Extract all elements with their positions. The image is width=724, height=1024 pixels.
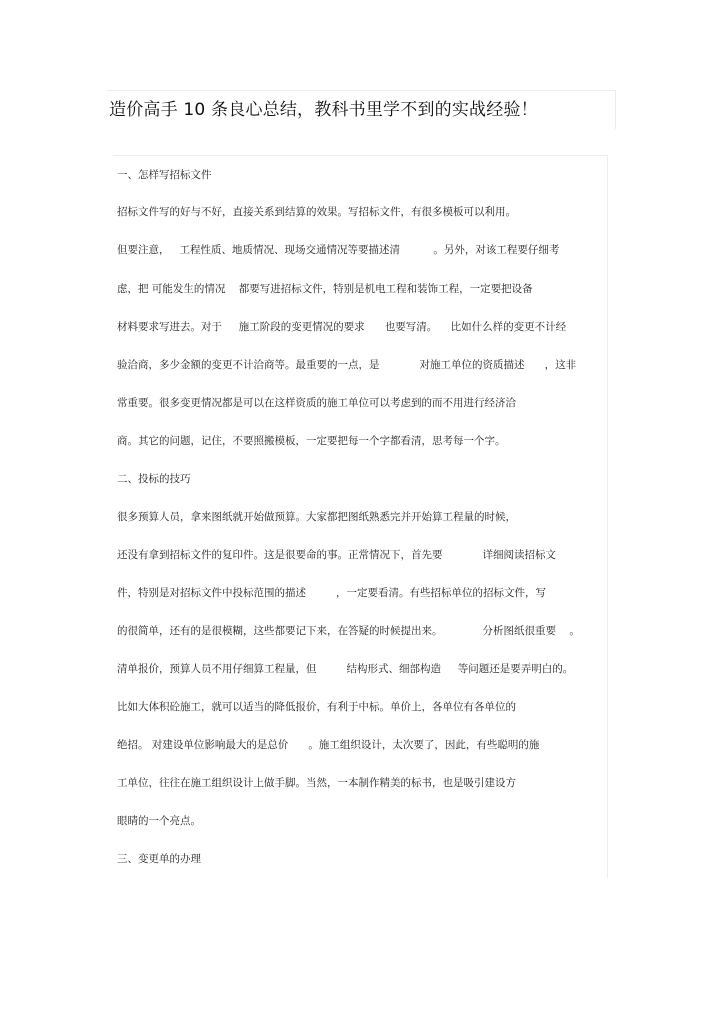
- paragraph-line: 还没有拿到招标文件的复印件。这是很要命的事。正常情况下，首先要 详细阅读招标文: [117, 549, 557, 561]
- paragraph-line: 比如大体积砼施工，就可以适当的降低报价，有利于中标。单价上，各单位有各单位的: [117, 701, 516, 713]
- paragraph-line: 常重要。很多变更情况都是可以在这样资质的施工单位可以考虑到的而不用进行经济洽: [117, 397, 516, 409]
- paragraph-line: 但要注意， 工程性质、地质情况、现场交通情况等要描述清 。另外，对该工程要仔细考: [117, 244, 560, 256]
- paragraph-line: 眼睛的一个亮点。: [117, 815, 201, 827]
- paragraph-line: 虑，把 可能发生的情况 都要写进招标文件，特别是机电工程和装饰工程，一定要把设备: [117, 283, 533, 295]
- section-heading-2: 二、投标的技巧: [117, 473, 191, 485]
- paragraph-line: 件，特别是对招标文件中投标范围的描述 ，一定要看清。有些招标单位的招标文件，写: [117, 587, 547, 599]
- paragraph-line: 招标文件写的好与不好，直接关系到结算的效果。写招标文件，有很多模板可以利用。: [117, 206, 516, 218]
- paragraph-line: 很多预算人员，拿来图纸就开始做预算。大家都把图纸熟悉完并开始算工程量的时候，: [117, 511, 516, 523]
- paragraph-line: 的很简单，还有的是很模糊，这些都要记下来，在答疑的时候提出来。 分析图纸很重要 。: [117, 625, 580, 637]
- paragraph-line: 商。其它的问题，记住，不要照搬模板，一定要把每一个字都看清，思考每一个字。: [117, 435, 506, 447]
- paragraph-line: 验洽商，多少金额的变更不计洽商等。最重要的一点，是 对施工单位的资质描述 ，这非: [117, 359, 577, 371]
- paragraph-line: 材料要求写进去。对于 施工阶段的变更情况的要求 也要写清。 比如什么样的变更不计经: [117, 321, 567, 333]
- section-heading-3: 三、变更单的办理: [117, 853, 201, 865]
- paragraph-line: 绝招。 对建设单位影响最大的是总价 。施工组织设计，太次要了，因此，有些聪明的施: [117, 739, 540, 751]
- paragraph-line: 工单位，往往在施工组织设计上做手脚。当然，一本制作精美的标书，也是吸引建设方: [117, 777, 516, 789]
- document-title: 造价高手 10 条良心总结，教科书里学不到的实战经验！: [109, 100, 538, 120]
- section-heading-1: 一、怎样写招标文件: [117, 169, 212, 181]
- paragraph-line: 清单报价，预算人员不用仔细算工程量，但 结构形式、细部构造 等问题还是要弄明白的。: [117, 663, 574, 675]
